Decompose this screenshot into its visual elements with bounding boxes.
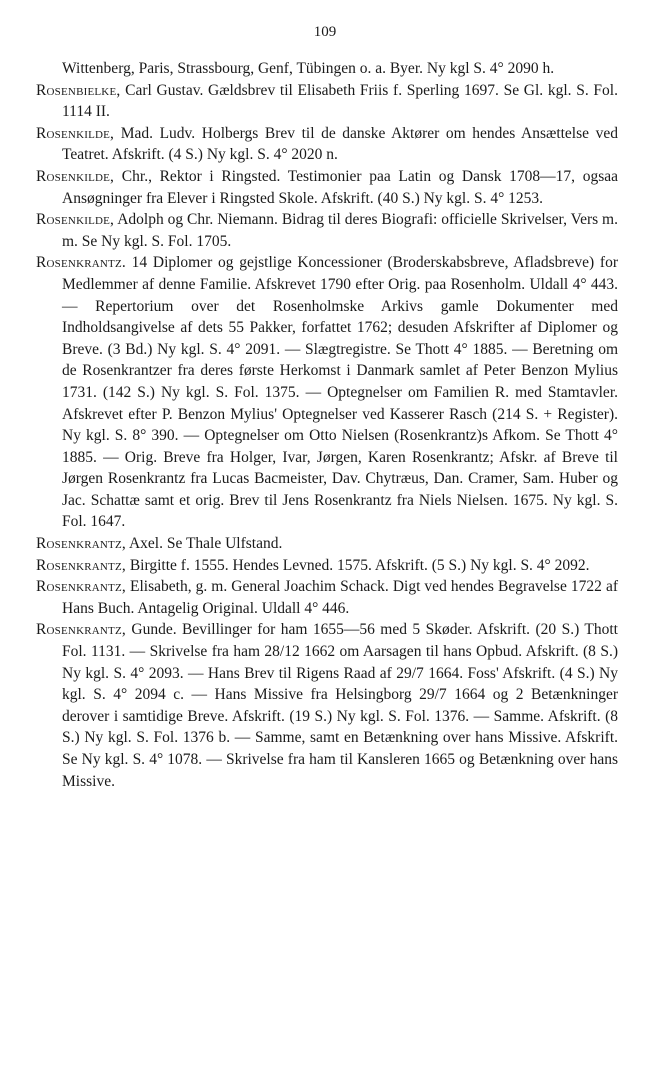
entry-head: Rosenkrantz, [36,621,126,639]
entry-text: Gunde. Bevillinger for ham 1655—56 med 5 Skøder. Afskrift. (20 S.) Thott Fol. 1131. — Skrivelse fra ham 28/12 1662 om Aarsagen til hans Opbud. Afskrift. (8 S.) Ny kgl. S. 4° 2093. — Hans Brev til Rigens Raad af 29/7 1664. Foss' Afskrift. (4 S.) Ny kgl. S. 4° 2094 c. — Hans Missive fra Helsingborg 29/7 1664 og 2 Betænkninger derover i samtidige Breve. Afskrift. (19 S.) Ny kgl. S. Fol. 1376. — Samme. Afskrift. (8 S.) Ny kgl. S. Fol. 1376 b. — Samme, samt en Betænkning over hans Missive. Afskrift. Se Ny kgl. S. 4° 1078. — Skrivelse fra ham til Kansleren 1665 og Betænkning over hans Missive. [62,621,618,790]
entry-rosenkilde-adolph [36,209,618,252]
entry-rosenkrantz-birgitte [36,555,618,577]
entry-continuation [36,58,618,80]
entry-head: Rosenkrantz, [36,556,126,574]
entry-text: Elisabeth, g. m. General Joachim Schack. Digt ved hendes Begravelse 1722 af Hans Buch. Antagelig Original. Uldall 4° 446. [62,578,618,617]
entry-rosenkilde-mad [36,123,618,166]
entry-rosenkilde-chr [36,166,618,209]
entry-text: Birgitte f. 1555. Hendes Levned. 1575. Afskrift. (5 S.) Ny kgl. S. 4° 2092. [125,556,590,574]
entry-head: Rosenkilde, [36,211,115,229]
entry-rosenbielke-carl [36,80,618,123]
entry-rosenkrantz-axel [36,533,618,555]
entry-text: Chr., Rektor i Ringsted. Testimonier paa Latin og Dansk 1708—17, ogsaa Ansøgninger fra Elever i Ringsted Skole. Afskrift. (40 S.) Ny kgl. S. 4° 1253. [62,167,618,207]
entry-head: Rosenkrantz. [36,254,126,272]
entry-text: 14 Diplomer og gejstlige Koncessioner (Broderskabsbreve, Afladsbreve) for Medlemmer af denne Familie. Afskrevet 1790 efter Orig. paa Rosenholm. Uldall 4° 443. — Repertorium over det Rosenholmske Arkivs gamle Dokumenter med Indholdsangivelse af dets 55 Pakker, forfattet 1762; desuden Afskrifter af Diplomer og Breve. (3 Bd.) Ny kgl. S. 4° 2091. — Slægtregistre. Se Thott 4° 1885. — Beretning om de Rosenkrantzer fra deres første Herkomst i Danmark samlet af Peter Benzon Mylius 1731. (142 S.) Ny kgl. S. Fol. 1375. — Optegnelser om Familien R. med Stamtavler. Afskrevet efter P. Benzon Mylius' Optegnelser ved Kasserer Rasch (214 S. + Register). Ny kgl. S. 8° 390. — Optegnelser om Otto Nielsen (Rosenkrantz)s Afkom. Se Thott 4° 1885. — Orig. Breve fra Holger, Ivar, Jørgen, Karen Rosenkrantz; Afskr. af Breve til Jørgen Rosenkrantz fra Lucas Bacmeister, Dav. Chytræus, Dan. Cramer, Sam. Huber og Jac. Schattæ samt et orig. Brev til Jens Rosenkrantz fra Niels Nielsen. 1675. Ny kgl. S. Fol. 1647. [62,254,618,531]
entry-text: Wittenberg, Paris, Strassbourg, Genf, Tübingen o. a. Byer. Ny kgl S. 4° 2090 h. [62,60,555,77]
entry-head: Rosenbielke, [36,81,121,99]
register-entries [36,58,618,792]
entry-head: Rosenkrantz, [36,578,126,596]
entry-head: Rosenkilde, [36,124,115,142]
entry-text: Axel. Se Thale Ulfstand. [125,535,283,553]
entry-head: Rosenkrantz, [36,535,126,553]
entry-head: Rosenkilde, [36,167,115,185]
entry-text: Mad. Ludv. Holbergs Brev til de danske Aktører om hendes Ansættelse ved Teatret. Afskrift. (4 S.) Ny kgl. S. 4° 2020 n. [62,124,618,164]
entry-text: Carl Gustav. Gældsbrev til Elisabeth Friis f. Sperling 1697. Se Gl. kgl. S. Fol. 1114 II. [62,81,618,121]
entry-text: Adolph og Chr. Niemann. Bidrag til deres Biografi: officielle Skrivelser, Vers m. m. Se Ny kgl. S. Fol. 1705. [62,211,618,250]
entry-rosenkrantz-gunde [36,619,618,792]
entry-rosenkrantz-elisabeth [36,576,618,619]
entry-rosenkrantz-family [36,252,618,533]
page-number: 109 [313,24,337,40]
